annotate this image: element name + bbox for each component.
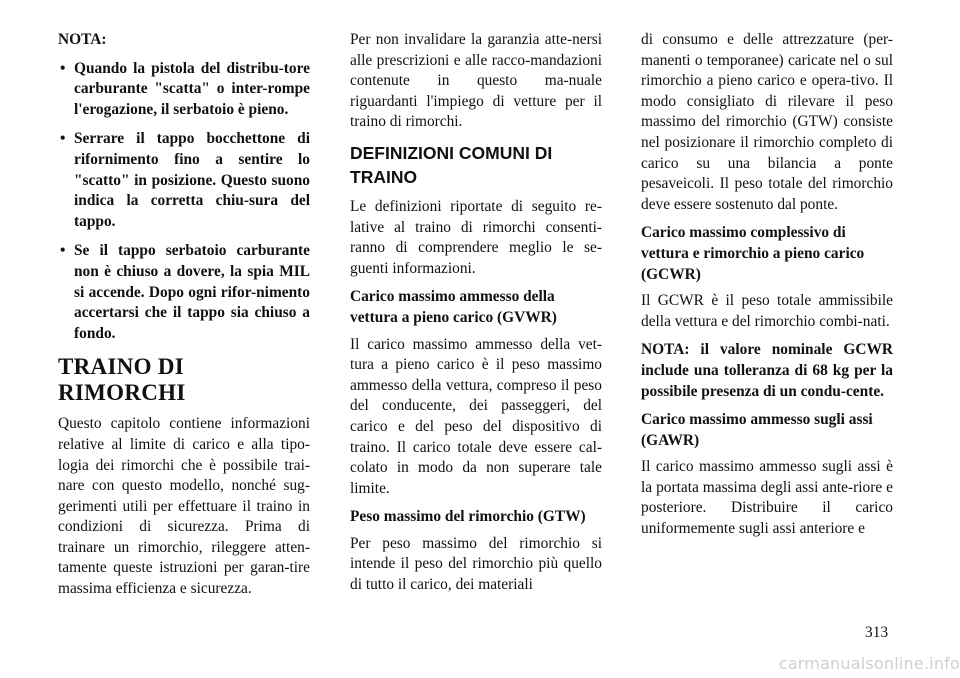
bullet-text: Quando la pistola del distribu-tore carburante "scatta" o inter-rompe l'erogazione, il serbatoio è pieno. [74,59,310,118]
bullet-list [58,59,310,345]
column-middle [350,30,602,604]
bullet-icon: • [60,242,66,260]
section-heading: TRAINO DI RIMORCHI [58,354,186,406]
bullet-item [58,59,310,121]
bullet-item [58,129,310,232]
gvwr-subheading: Carico massimo ammesso della vettura a pieno carico (GVWR) [350,288,557,326]
intro-paragraph: Questo capitolo contiene informazioni relative al limite di carico e alla tipo-logia dei rimorchi che è possibile trai-nare con questo modello, nonché sug-gerimenti utili per effettuare il traino in condizioni di sicurezza. Prima di trainare un rimorchio, rileggere atten-tamente queste istruzioni per garan-tire massima efficienza e sicurezza. [58,415,310,598]
column-left [58,30,310,608]
warranty-paragraph: Per non invalidare la garanzia atte-nersi alle prescrizioni e alle racco-mandazioni contenute in questo ma-nuale riguardanti l'impiego di vetture per il traino di rimorchi. [350,31,602,131]
gtw-continued-paragraph: di consumo e delle attrezzature (per-manenti o temporanee) caricate nel o sul rimorchio a pieno carico e opera-tivo. Il modo consigliato di rilevare il peso massimo del rimorchio (GTW) consiste nel posizionare il rimorchio completo di carico su una bilancia a ponte pesaveicoli. Il peso totale del rimorchio deve essere sostenuto dal ponte. [641,31,893,213]
column-right [641,30,893,548]
gcwr-subheading: Carico massimo complessivo di vettura e rimorchio a pieno carico (GCWR) [641,224,865,283]
bullet-icon: • [60,130,66,148]
gtw-subheading: Peso massimo del rimorchio (GTW) [350,508,586,526]
gawr-paragraph: Il carico massimo ammesso sugli assi è la portata massima degli assi ante-riore e posteriore. Distribuire il carico uniformemente sugli assi anteriore e [641,458,893,538]
gawr-subheading: Carico massimo ammesso sugli assi (GAWR) [641,411,873,449]
bullet-text: Serrare il tappo bocchettone di rifornimento fino a sentire lo "scatto" in posizione. Questo suono indica la corretta chiu-sura del tappo. [74,130,310,230]
gcwr-paragraph: Il GCWR è il peso totale ammissibile della vettura e del rimorchio combi-nati. [641,292,893,330]
watermark: carmanualsonline.info [778,654,960,673]
gtw-paragraph: Per peso massimo del rimorchio si intende il peso del rimorchio più quello di tutto il carico, dei materiali [350,534,602,594]
page-number: 313 [865,624,889,641]
bullet-item [58,241,310,344]
bullet-text: Se il tappo serbatoio carburante non è chiuso a dovere, la spia MIL si accende. Dopo ogni rifor-nimento accertarsi che il tappo sia chiuso a fondo. [74,242,310,342]
gcwr-note: NOTA: il valore nominale GCWR include una tolleranza di 68 kg per la possibile presenza di un condu-cente. [641,341,893,400]
note-label: NOTA: [58,31,107,48]
definitions-heading: DEFINIZIONI COMUNI DI TRAINO [350,142,553,187]
definitions-intro: Le definizioni riportate di seguito re-lative al traino di rimorchi consenti-ranno di comprendere meglio le se-guenti informazioni. [350,197,602,277]
gvwr-paragraph: Il carico massimo ammesso della vet-tura a pieno carico è il peso massimo ammesso della vettura, compreso il peso del conducente, dei passeggeri, del carico e del peso del dispositivo di traino. Il carico totale deve essere cal-colato in modo da non superare tale limite. [350,335,602,497]
bullet-icon: • [60,59,66,77]
